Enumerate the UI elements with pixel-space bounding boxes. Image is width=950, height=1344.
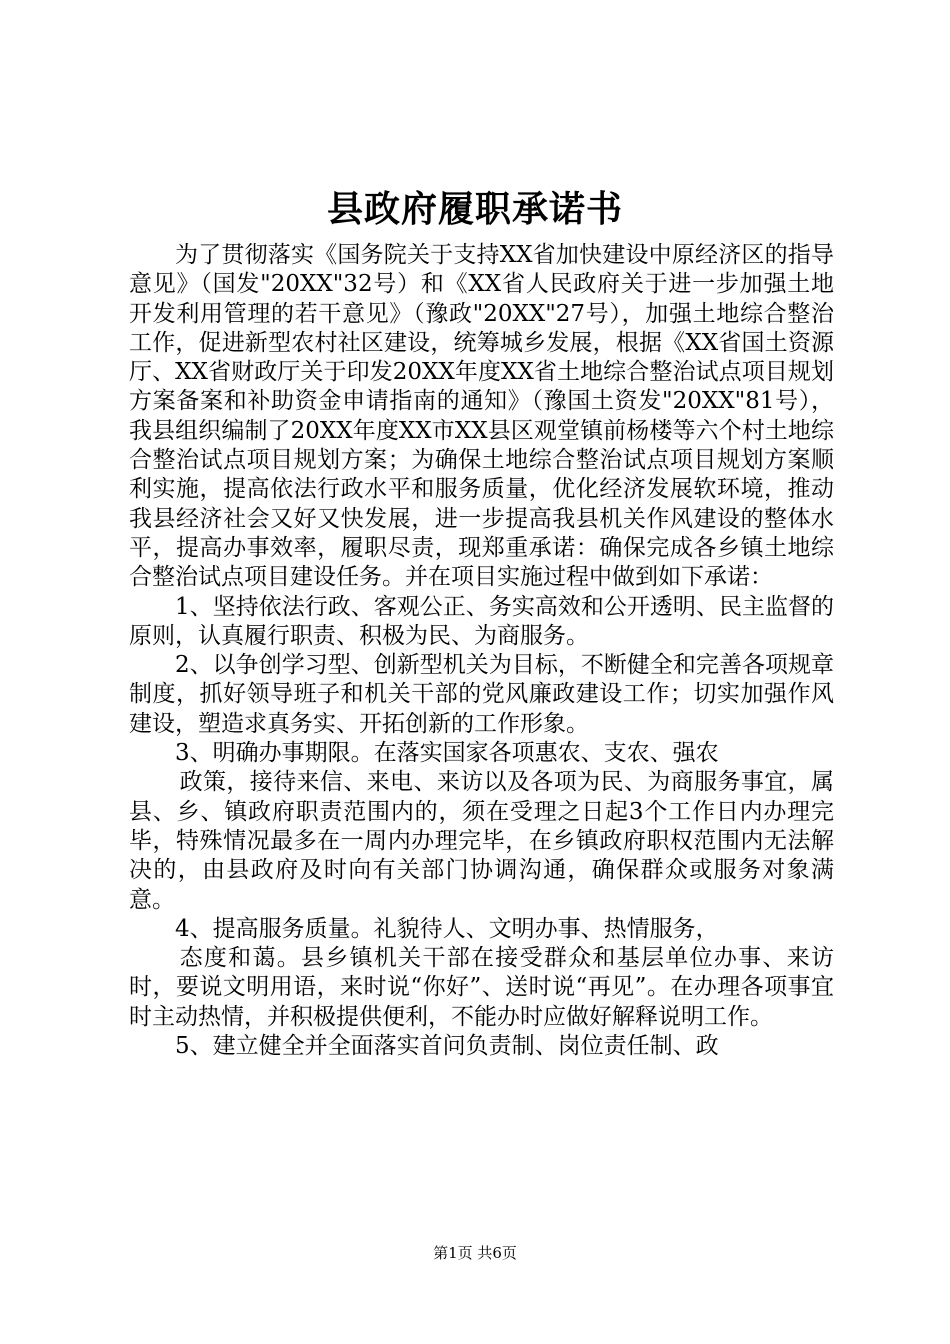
paragraph-commitment-3: 3、明确办事期限。在落实国家各项惠农、支农、强农 — [175, 740, 719, 767]
paragraph-commitment-5: 5、建立健全并全面落实首问负责制、岗位责任制、政 — [175, 1033, 719, 1060]
paragraph-commitment-4: 4、提高服务质量。礼貌待人、文明办事、热情服务， — [175, 915, 719, 942]
page-number: 第1页 共6页 — [433, 1244, 517, 1262]
paragraph-intro: 为了贯彻落实《国务院关于支持XX省加快建设中原经济区的指导意见》（国发"20XX"32号）和《XX省人民政府关于进一步加强土地开发利用管理的若干意见》（豫政"20XX"27号），加强土地综合整治工作，促进新型农村社区建设，统筹城乡发展，根据《XX省国土资源厅、XX省财政厅关于印发20XX年度XX省土地综合整治试点项目规划方案备案和补助资金申请指南的通知》（豫国土资发"20XX"81号），我县组织编制了20XX年度XX市XX县区观堂镇前杨楼等六个村土地综合整治试点项目规划方案；为确保土地综合整治试点项目规划方案顺利实施，提高依法行政水平和服务质量，优化经济发展软环境，推动我县经济社会又好又快发展，进一步提高我县机关作风建设的整体水平，提高办事效率，履职尽责，现郑重承诺：确保完成各乡镇土地综合整治试点项目建设任务。并在项目实施过程中做到如下承诺： — [129, 242, 834, 591]
paragraph-commitment-4-continued: 态度和蔼。县乡镇机关干部在接受群众和基层单位办事、来访时，要说文明用语，来时说“你好”、送时说“再见”。在办理各项事宜时主动热情，并积极提供便利，不能办时应做好解释说明工作。 — [129, 945, 834, 1030]
paragraph-commitment-3-continued: 政策，接待来信、来电、来访以及各项为民、为商服务事宜，属县、乡、镇政府职责范围内的，须在受理之日起3个工作日内办理完毕，特殊情况最多在一周内办理完毕，在乡镇政府职权范围内无法解决的，由县政府及时向有关部门协调沟通，确保群众或服务对象满意。 — [129, 769, 834, 913]
paragraph-commitment-2: 2、以争创学习型、创新型机关为目标，不断健全和完善各项规章制度，抓好领导班子和机关干部的党风廉政建设工作；切实加强作风建设，塑造求真务实、开拓创新的工作形象。 — [129, 652, 834, 737]
paragraph-commitment-1: 1、坚持依法行政、客观公正、务实高效和公开透明、民主监督的原则，认真履行职责、积极为民、为商服务。 — [129, 593, 834, 649]
document-title: 县政府履职承诺书 — [326, 188, 623, 230]
document-body — [129, 241, 834, 1061]
